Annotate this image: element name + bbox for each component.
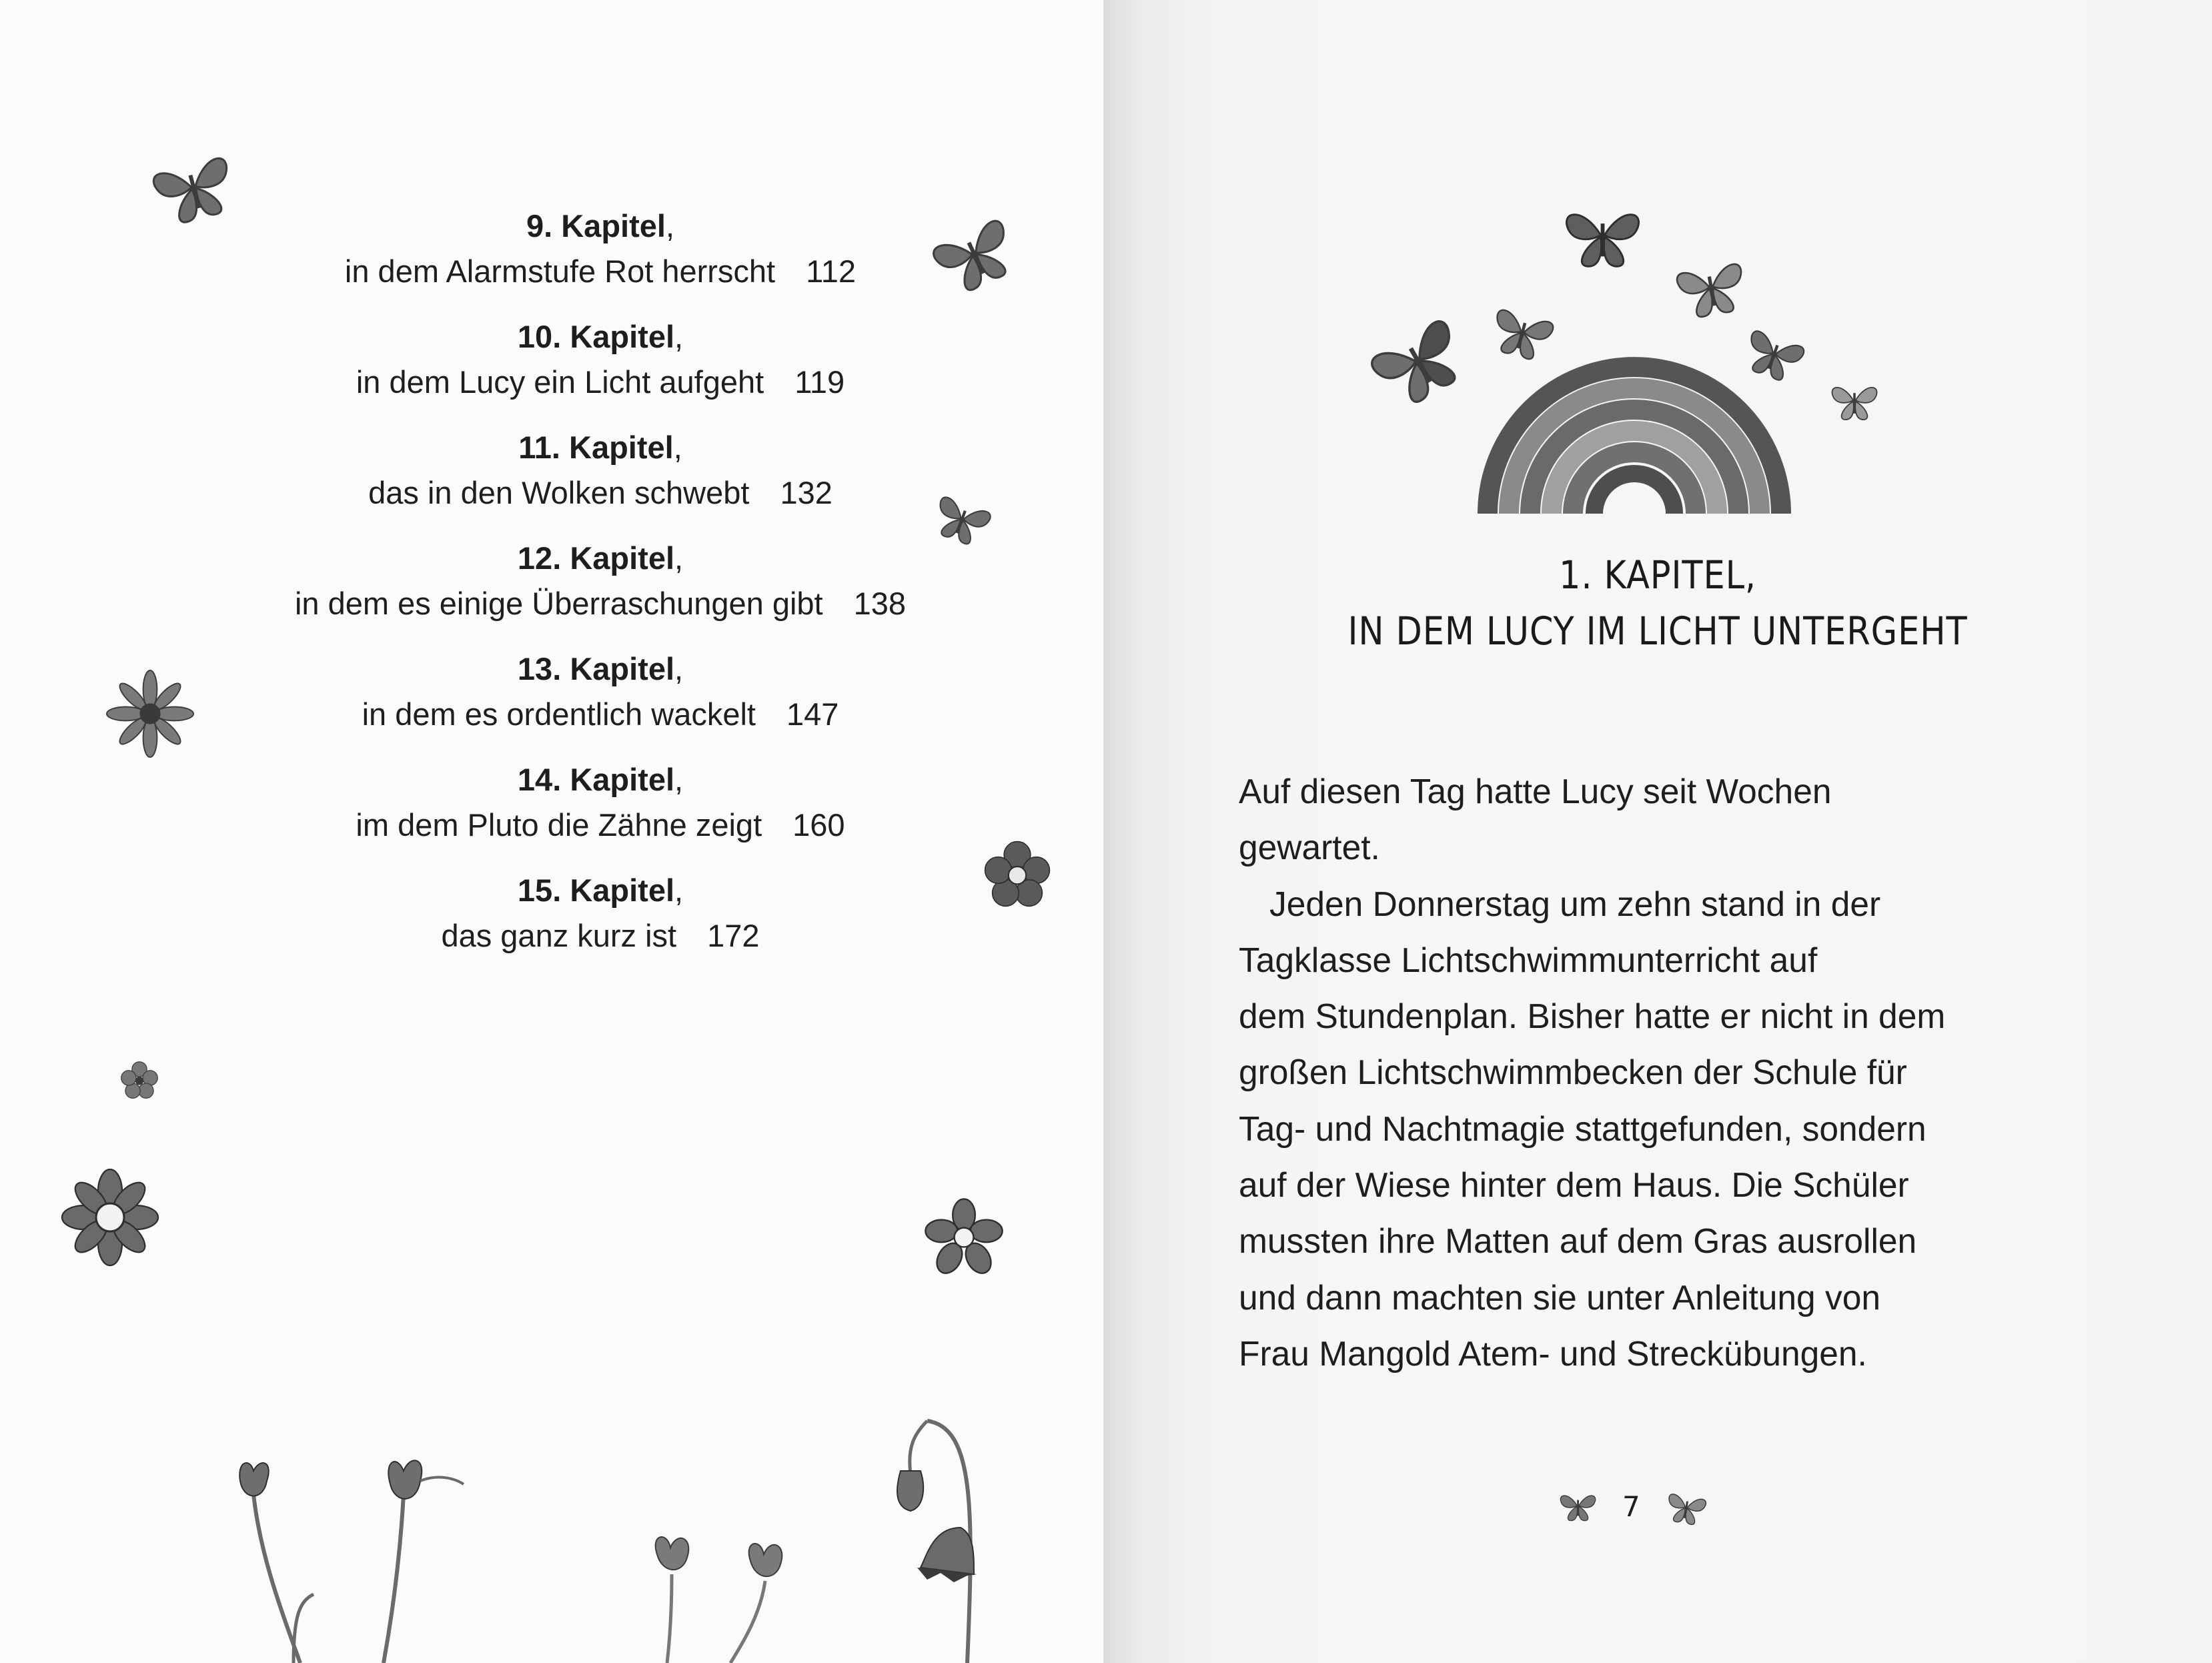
- toc-entry: 13. Kapitel, in dem es ordentlich wackelt 147: [362, 651, 839, 732]
- toc-chapter: 14. Kapitel: [517, 762, 675, 797]
- body-line: Auf diesen Tag hatte Lucy seit Wochen: [1239, 772, 1832, 810]
- chapter-title: [1103, 547, 2212, 659]
- flower-icon: [119, 1059, 160, 1101]
- butterfly-icon: [143, 137, 243, 237]
- chapter-title-line: IN DEM LUCY IM LICHT UNTERGEHT: [1347, 608, 1968, 654]
- butterfly-icon: [1546, 1482, 1610, 1529]
- toc-chapter: 15. Kapitel: [517, 873, 675, 908]
- toc-subtitle: das in den Wolken schwebt: [368, 475, 750, 510]
- butterfly-icon: [1361, 304, 1474, 417]
- body-line: mussten ihre Matten auf dem Gras ausrollen: [1239, 1221, 1917, 1261]
- toc-entry: 14. Kapitel, im dem Pluto die Zähne zeigt 160: [356, 762, 845, 843]
- toc-entry: 10. Kapitel, in dem Lucy ein Licht aufgeht 119: [356, 319, 845, 400]
- table-of-contents: [267, 203, 934, 979]
- toc-chapter: 9. Kapitel: [526, 208, 666, 243]
- butterfly-icon: [1818, 370, 1891, 430]
- butterfly-icon: [1484, 294, 1561, 370]
- toc-entry: 15. Kapitel, das ganz kurz ist 172: [441, 873, 760, 953]
- flower-icon: [981, 837, 1054, 911]
- body-line: Jeden Donnerstag um zehn stand in der: [1269, 884, 1881, 923]
- body-line: auf der Wiese hinter dem Haus. Die Schüler: [1239, 1165, 1909, 1205]
- toc-subtitle: im dem Pluto die Zähne zeigt: [356, 807, 762, 843]
- toc-subtitle: in dem Lucy ein Licht aufgeht: [356, 364, 764, 400]
- toc-page-number: 160: [792, 807, 845, 843]
- flower-icon: [60, 1167, 160, 1267]
- bluebell-icon: [874, 1408, 994, 1663]
- toc-chapter: 11. Kapitel: [518, 430, 674, 465]
- butterfly-icon: [1653, 1482, 1720, 1532]
- toc-subtitle: in dem es ordentlich wackelt: [362, 696, 756, 732]
- body-line: dem Stundenplan. Bisher hatte er nicht in dem: [1239, 997, 1946, 1036]
- tulip-icon: [200, 1454, 347, 1663]
- toc-page-number: 172: [707, 918, 760, 953]
- body-line: gewartet.: [1239, 828, 1380, 867]
- toc-page-number: 112: [806, 253, 857, 289]
- toc-chapter: 10. Kapitel: [517, 319, 675, 354]
- toc-page-number: 147: [786, 696, 839, 732]
- tulip-icon: [630, 1534, 804, 1663]
- toc-page-number: 119: [794, 364, 845, 400]
- body-line: Tagklasse Lichtschwimmunterricht auf: [1239, 940, 1818, 979]
- flower-icon: [107, 670, 193, 757]
- toc-chapter: 13. Kapitel: [517, 651, 675, 686]
- body-line: und dann machten sie unter Anleitung von: [1239, 1277, 1881, 1317]
- toc-subtitle: in dem Alarmstufe Rot herrscht: [344, 253, 776, 289]
- chapter-title-line: 1. KAPITEL,: [1558, 552, 1757, 598]
- toc-subtitle: in dem es einige Überraschungen gibt: [294, 586, 823, 621]
- toc-subtitle: das ganz kurz ist: [441, 918, 677, 953]
- butterfly-icon: [1738, 317, 1811, 390]
- butterfly-icon: [1554, 187, 1651, 284]
- body-line: großen Lichtschwimmbecken der Schule für: [1239, 1053, 1907, 1092]
- body-text: [1239, 763, 2039, 1381]
- toc-page-number: 132: [780, 475, 833, 510]
- butterfly-icon: [927, 484, 997, 554]
- toc-entry: 9. Kapitel, in dem Alarmstufe Rot herrscht 112: [344, 208, 857, 289]
- toc-chapter: 12. Kapitel: [517, 540, 675, 576]
- toc-entry: 11. Kapitel, das in den Wolken schwebt 132: [368, 430, 833, 510]
- toc-page-number: 138: [853, 586, 907, 621]
- body-line: Frau Mangold Atem- und Streckübungen.: [1239, 1333, 1867, 1373]
- flower-icon: [924, 1197, 1004, 1277]
- butterfly-icon: [924, 203, 1024, 304]
- toc-entry: 12. Kapitel, in dem es einige Überraschungen gibt 138: [294, 540, 907, 621]
- body-line: Tag- und Nachtmagie stattgefunden, sondern: [1239, 1109, 1926, 1148]
- page-number: 7: [1622, 1490, 1640, 1523]
- tulip-icon: [354, 1454, 487, 1663]
